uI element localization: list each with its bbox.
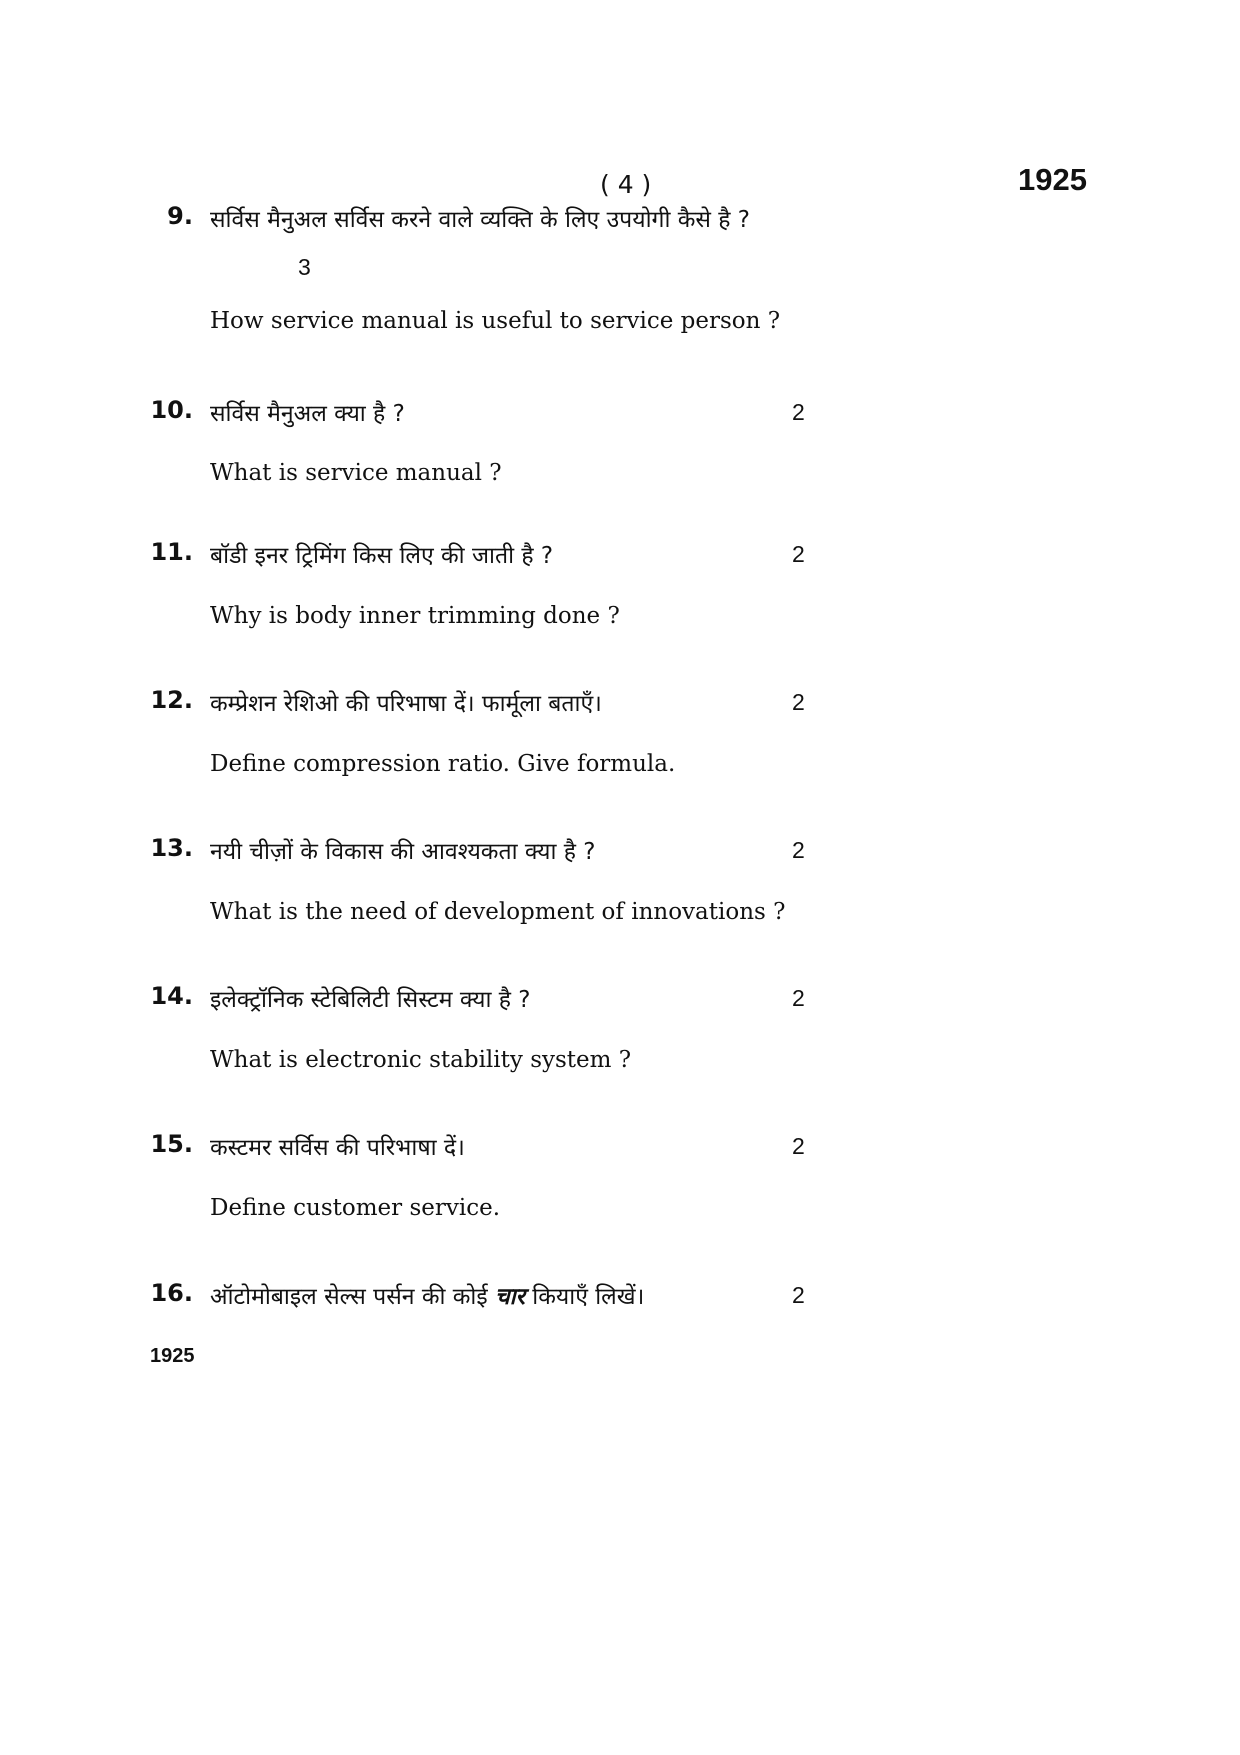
question-hindi: कम्प्रेशन रेशिओ की परिभाषा दें। फार्मूला बताएँ। [210,691,602,717]
question-number: 10. [150,396,193,424]
question-hindi: कस्टमर सर्विस की परिभाषा दें। [210,1135,465,1161]
question-marks: 2 [792,689,805,715]
question-marks: 2 [792,985,805,1011]
question-marks: 2 [792,837,805,863]
paper-code-header: 1925 [1018,162,1087,197]
question-hindi: बॉडी इनर ट्रिमिंग किस लिए की जाती है ? [210,543,554,569]
question-hindi: नयी चीज़ों के विकास की आवश्यकता क्या है ? [210,839,596,865]
question-english: What is electronic stability system ? [210,1047,632,1073]
question-english: What is service manual ? [210,460,502,486]
question-hindi [210,1279,644,1311]
question-marks: 2 [792,541,805,567]
question-number: 15. [150,1130,193,1158]
paper-code-footer: 1925 [150,1345,195,1367]
question-number: 14. [150,982,193,1010]
question-hindi-part: कियाएँ लिखें। [532,1284,645,1310]
question-marks: 2 [792,1282,805,1308]
question-hindi-emphasis: चार [494,1284,525,1310]
question-number: 12. [150,686,193,714]
question-hindi: इलेक्ट्रॉनिक स्टेबिलिटी सिस्टम क्या है ? [210,987,531,1013]
question-marks: 2 [792,1133,805,1159]
question-number: 9. [167,202,193,230]
question-english: Define compression ratio. Give formula. [210,751,676,777]
question-english: What is the need of development of innovations ? [210,899,786,925]
question-english: Why is body inner trimming done ? [210,603,620,629]
question-english: How service manual is useful to service person ? [210,308,781,334]
question-number: 16. [150,1279,193,1307]
question-number: 11. [150,538,193,566]
page-number: ( 4 ) [600,170,652,199]
question-marks: 3 [298,254,311,280]
question-hindi-part: ऑटोमोबाइल सेल्स पर्सन की कोई [210,1284,488,1310]
question-number: 13. [150,834,193,862]
question-hindi: सर्विस मैनुअल क्या है ? [210,401,405,427]
question-hindi: सर्विस मैनुअल सर्विस करने वाले व्यक्ति के लिए उपयोगी कैसे है ? [210,207,751,233]
question-marks: 2 [792,399,805,425]
question-english: Define customer service. [210,1195,501,1221]
